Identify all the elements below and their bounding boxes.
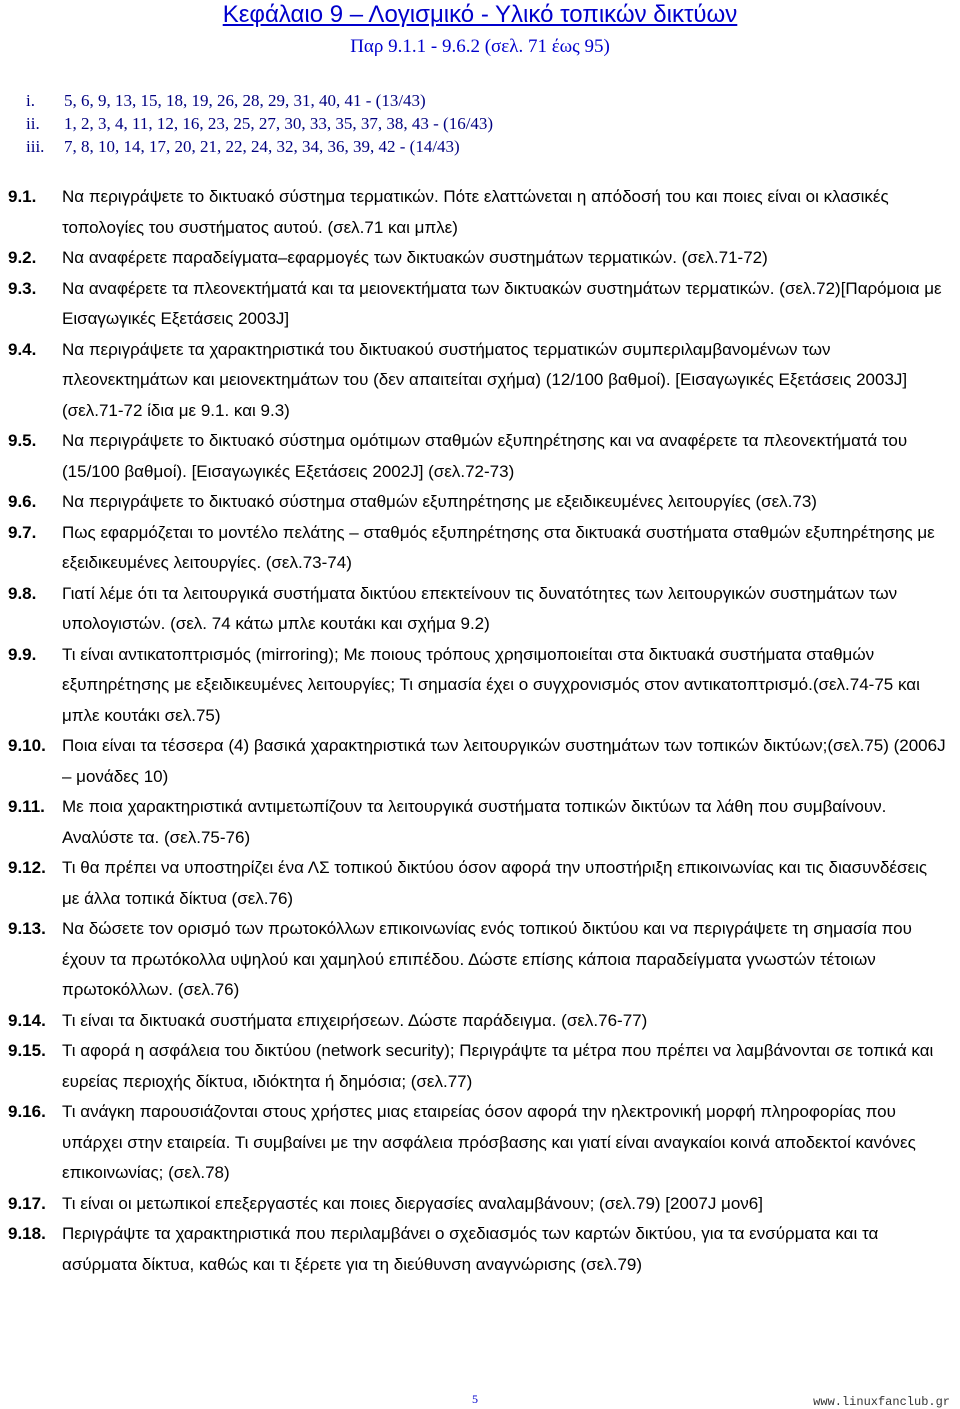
question-item [0,487,960,518]
page-subtitle: Παρ 9.1.1 - 9.6.2 (σελ. 71 έως 95) [350,36,610,57]
question-text: Πως εφαρμόζεται το μοντέλο πελάτης – σταθμός εξυπηρέτησης στα δικτυακά συστήματα σταθμών εξυπηρέτησης με εξειδικευμένες λειτουργίες. (σελ.73-74) [62,522,935,572]
question-item [0,182,960,243]
page-title: Κεφάλαιο 9 – Λογισμικό - Υλικό τοπικών δικτύων [222,1,738,28]
question-item [0,335,960,427]
question-text: Τι ανάγκη παρουσιάζονται στους χρήστες μιας εταιρείας όσον αφορά την ηλεκτρονική μορφή πληροφορίας που υπάρχει στην εταιρεία. Τι συμβαίνει με την ασφάλεια πρόσβασης και γιατί είναι αναγκαίοι κοινά αποδεκτοί κανόνες επικοινωνίας; (σελ.78) [62,1102,916,1182]
question-text: Να αναφέρετε τα πλεονεκτήματά και τα μειονεκτήματα των δικτυακών συστημάτων τερματικών. (σελ.72)[Παρόμοια με Εισαγωγικές Εξετάσεις 2003J] [62,278,942,328]
question-text: Να αναφέρετε παραδείγματα–εφαρμογές των δικτυακών συστημάτων τερματικών. (σελ.71-72) [62,248,768,267]
question-number: 9.2. [8,248,37,267]
exercise-set-text: 7, 8, 10, 14, 17, 20, 21, 22, 24, 32, 34, 36, 39, 42 - (14/43) [64,137,460,156]
question-item [0,579,960,640]
question-number: 9.1. [8,187,37,206]
question-text: Να περιγράψετε τα χαρακτηριστικά του δικτυακού συστήματος τερματικών συμπεριλαμβανομένων των πλεονεκτημάτων και μειονεκτημάτων του (δεν απαιτείται σχήμα) (12/100 βαθμοί). [Εισαγωγικές Εξετάσεις 2003J] (σελ.71-72 ίδια με 9.1. και 9.3) [62,339,908,420]
question-text: Τι είναι αντικατοπτρισμός (mirroring); Με ποιους τρόπους χρησιμοποιείται στα δικτυακά συστήματα σταθμών εξυπηρέτησης με εξειδικευμένες λειτουργίες; Τι σημασία έχει ο συγχρονισμός στον αντικατοπτρισμό.(σελ.74-75 και μπλε κουτάκι σελ.75) [62,644,920,725]
question-number: 9.7. [8,522,37,542]
question-number: 9.17. [8,1193,46,1213]
page-number: 5 [472,1392,478,1406]
question-number: 9.10. [8,736,46,755]
question-text: Τι είναι οι μετωπικοί επεξεργαστές και ποιες διεργασίες αναλαμβάνουν; (σελ.79) [2007J μον6] [62,1193,763,1213]
question-item [0,243,960,274]
exercise-set-text: 1, 2, 3, 4, 11, 12, 16, 23, 25, 27, 30, 33, 35, 37, 38, 43 - (16/43) [64,114,494,133]
question-item [0,1036,960,1097]
question-item [0,914,960,1006]
question-text: Περιγράψτε τα χαρακτηριστικά που περιλαμβάνει ο σχεδιασμός των καρτών δικτύου, για τα ενσύρματα και τα ασύρματα δίκτυα, καθώς και τι ξέρετε για τη διεύθυνση αναγνώρισης (σελ.79) [62,1224,879,1274]
exercise-set-list [26,89,493,158]
question-text: Να περιγράψετε το δικτυακό σύστημα τερματικών. Πότε ελαττώνεται η απόδοσή του και ποιες είναι οι κλασικές τοπολογίες του συστήματος αυτού. (σελ.71 και μπλε) [62,187,889,237]
question-number: 9.11. [8,797,45,816]
exercise-set-item [26,135,493,158]
question-number: 9.9. [8,644,37,664]
question-number: 9.3. [8,278,37,298]
exercise-set-number: i. [26,91,35,110]
question-number: 9.13. [8,919,46,938]
question-item [0,1006,960,1037]
question-item [0,1189,960,1220]
exercise-set-number: ii. [26,114,40,133]
question-text: Τι θα πρέπει να υποστηρίζει ένα ΛΣ τοπικού δικτύου όσον αφορά την υποστήριξη επικοινωνίας και τις διασυνδέσεις με άλλα τοπικά δίκτυα (σελ.76) [62,858,928,908]
question-number: 9.4. [8,339,37,359]
question-number: 9.16. [8,1102,46,1121]
question-number: 9.14. [8,1010,46,1030]
question-item [0,518,960,579]
question-list [0,182,960,1280]
question-item [0,640,960,732]
question-number: 9.5. [8,431,37,450]
question-item [0,792,960,853]
question-text: Να περιγράψετε το δικτυακό σύστημα σταθμών εξυπηρέτησης με εξειδικευμένες λειτουργίες (σελ.73) [62,492,817,511]
question-number: 9.12. [8,858,46,877]
question-item [0,1219,960,1280]
question-number: 9.8. [8,583,37,603]
question-number: 9.18. [8,1224,46,1243]
question-text: Γιατί λέμε ότι τα λειτουργικά συστήματα δικτύου επεκτείνουν τις δυνατότητες των λειτουργικών συστημάτων των υπολογιστών. (σελ. 74 κάτω μπλε κουτάκι και σχήμα 9.2) [62,583,898,633]
question-item [0,731,960,792]
question-text: Τι είναι τα δικτυακά συστήματα επιχειρήσεων. Δώστε παράδειγμα. (σελ.76-77) [62,1010,648,1030]
question-text: Να δώσετε τον ορισμό των πρωτοκόλλων επικοινωνίας ενός τοπικού δικτύου και να περιγράψετε τη σημασία που έχουν τα πρωτόκολλα υψηλού και χαμηλού επιπέδου. Δώστε επίσης κάποια παραδείγματα γνωστών τέτοιων πρωτοκόλλων. (σελ.76) [62,919,912,999]
exercise-set-item [26,112,493,135]
question-text: Ποια είναι τα τέσσερα (4) βασικά χαρακτηριστικά των λειτουργικών συστημάτων των τοπικών δικτύων;(σελ.75) (2006J – μονάδες 10) [62,736,946,786]
question-text: Με ποια χαρακτηριστικά αντιμετωπίζουν τα λειτουργικά συστήματα τοπικών δικτύων τα λάθη που συμβαίνουν. Αναλύστε τα. (σελ.75-76) [62,797,887,847]
question-item [0,853,960,914]
question-item [0,274,960,335]
question-item [0,1097,960,1189]
question-text: Τι αφορά η ασφάλεια του δικτύου (network security); Περιγράψτε τα μέτρα που πρέπει να λαμβάνονται σε τοπικά και ευρείας περιοχής δίκτυα, ιδιόκτητα ή δημόσια; (σελ.77) [62,1041,934,1091]
exercise-set-item [26,89,493,112]
question-number: 9.6. [8,492,37,511]
exercise-set-number: iii. [26,137,45,156]
question-number: 9.15. [8,1041,46,1060]
exercise-set-text: 5, 6, 9, 13, 15, 18, 19, 26, 28, 29, 31, 40, 41 - (13/43) [64,91,426,110]
question-text: Να περιγράψετε το δικτυακό σύστημα ομότιμων σταθμών εξυπηρέτησης και να αναφέρετε τα πλεονεκτήματά του (15/100 βαθμοί). [Εισαγωγικές Εξετάσεις 2002J] (σελ.72-73) [62,431,908,481]
question-item [0,426,960,487]
site-url: www.linuxfanclub.gr [813,1395,950,1409]
